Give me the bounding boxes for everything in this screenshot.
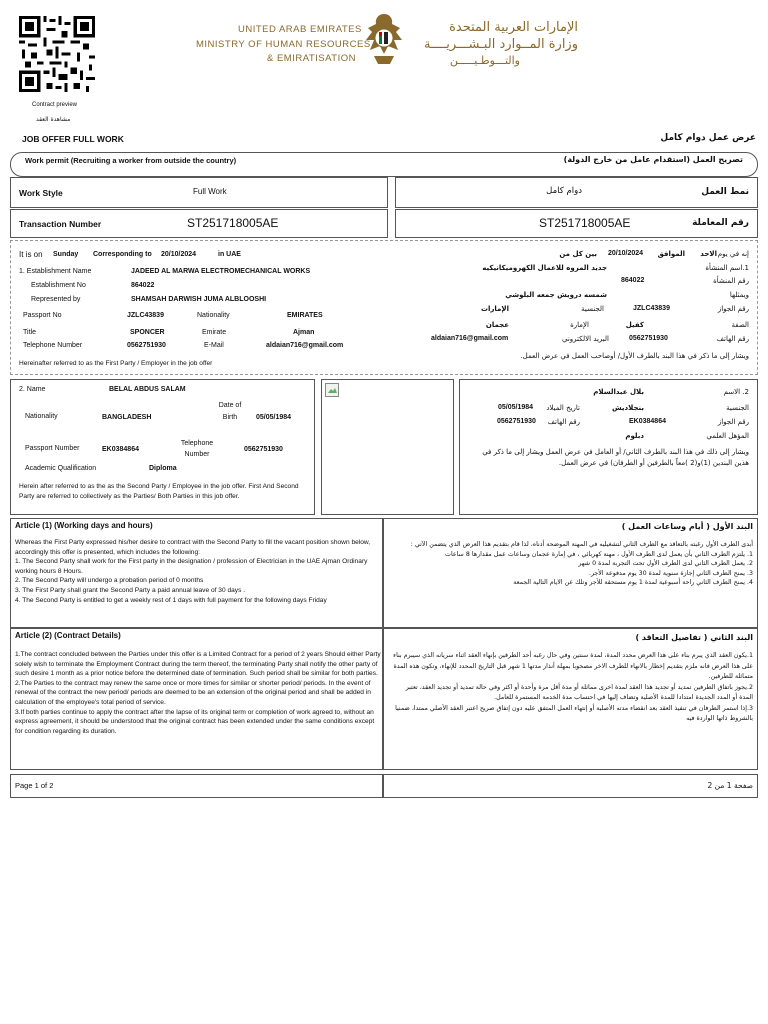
ministry-ar-line3: والتـــوطـيـــــن [449, 54, 520, 67]
emirate-value: Ajman [293, 329, 315, 336]
email-label: E-Mail [204, 342, 224, 349]
ar-sp-qualification-label: المؤهل العلمي [706, 432, 749, 440]
work-style-value: Full Work [193, 187, 227, 196]
second-party-en-box [10, 379, 315, 515]
qualification-label: Academic Qualification [25, 465, 97, 472]
ar-title-label: الصفة [731, 321, 749, 329]
article2-en-box [10, 628, 383, 770]
article1-ar-line: 3. يمنح الطرف الثاني إجازة سنوية لمدة 30 يوم مدفوعة الأجر. [588, 569, 753, 577]
ar-sp-nationality-label: الجنسية [726, 404, 749, 412]
corresponding-label: Corresponding to [93, 251, 152, 258]
sp-phone-label: Telephone Number [180, 440, 214, 458]
article2-title-ar: البند الثاني ( تفاصيل التعاقد ) [635, 633, 753, 642]
article1-en-line: 1. The Second Party shall work for the First party in the designation / profession of Electrician in the UAE Ajman Ordinary working hours 8 Hours. [15, 558, 368, 575]
article2-ar-line: 1.يكون العقد الذي يبرم بناء على هذا العرض محدد المدة، لمدة سنتين وفي حال رغبه أحد الطرفين بإنهاء العقد اثناء سريانه الذي سيبرم بناء على هذا العرض فانه ملزم بتقديم إخطار بالانهاء للطرف الاخر مصحوبا بمهلة أنذار مدتها 1 شهر قبل التاريخ المحدد للإنهاء، وتكون هذه المدة متماثلة للطرفين. [393, 652, 753, 680]
article1-ar-text [393, 540, 753, 588]
article1-ar-line: 4. يمنح الطرف الثاني راحة أسبوعية لمدة 1 يوم مستحقة للأجر وتلك عن الايام التالية الجمعة [513, 579, 753, 587]
in-uae: in UAE [218, 251, 241, 258]
ar-between: بين كل من [559, 250, 597, 258]
page-title-en: JOB OFFER FULL WORK [22, 134, 124, 144]
article2-ar-line: 3.إذا استمر الطرفان في تنفيذ العقد بعد انقضاء مدته الأصلية أو إنتهاء العمل المتفق عليه دون إتفاق صريح اعتبر العقد الأصلي ممتدا، ضمنيا بالشروط ذاتها الواردة فيه [395, 704, 753, 722]
article1-en-line: 2. The Second Party will undergo a probation period of 0 months [15, 577, 204, 585]
article1-ar-box [383, 518, 758, 628]
page-number-ar: صفحة 1 من 2 [707, 781, 753, 790]
footer-ar-box [383, 774, 758, 798]
ar-title: كفيل [625, 321, 644, 329]
ar-sp-phone-label: رقم الهاتف [547, 418, 580, 426]
hereinafter-en: Hereinafter referred to as the First Party / Employer in the job offer [19, 360, 213, 367]
represented-value: SHAMSAH DARWISH JUMA ALBLOOSHI [131, 296, 267, 303]
transaction-label-ar: رقم المعاملة [692, 218, 749, 228]
est-no-label: Establishment No [31, 282, 86, 289]
first-party-box [10, 240, 758, 375]
transaction-value-ar: ST251718005AE [539, 216, 631, 230]
ar-passport: JZLC43839 [633, 305, 670, 312]
transaction-value: ST251718005AE [187, 216, 279, 230]
sp-herein-en: Herein after referred to as the as the Second Party / Employee in the job offer. First And Second Party are referred to collectively as the Parties/ Both Parties in this job offer. [19, 483, 299, 500]
ar-phone: 0562751930 [629, 335, 668, 342]
sp-passport-value: EK0384864 [102, 446, 139, 453]
ar-est-no-label: رقم المنشأة [713, 277, 749, 285]
ministry-en-line1: UNITED ARAB EMIRATES [238, 24, 362, 35]
ar-represented-label: ويمثلها [729, 291, 749, 299]
article1-en-line: Whereas the First Party expressed his/her desire to contract with the Second Party to fill the vacant position shown below, accordingly this offer is presented, which includes the following: [15, 539, 371, 556]
ar-est-name: جديد المروه للاعمال الكهروميكانيكيه [482, 264, 607, 272]
article2-ar-text [391, 651, 753, 725]
ministry-en-line2: MINISTRY OF HUMAN RESOURCES [196, 39, 371, 50]
represented-label: Represented by [31, 296, 81, 303]
transaction-label: Transaction Number [19, 219, 102, 229]
article1-ar-line: 2. يعمل الطرف الثاني لدى الطرف الأول تحت التجربة لمدة 0 شهر [578, 560, 753, 568]
article1-en-text [15, 538, 381, 605]
ar-est-name-label: 1.اسم المنشأة [705, 264, 749, 272]
photo-box [321, 379, 454, 515]
page-title-ar: عرض عمل دوام كامل [660, 133, 756, 143]
article1-ar-line: أبدى الطرف الأول رغبته بالتعاقد مع الطرف الثاني لتشغيليه في المهنة الموضحة أدناه، لذا قام بتقديم هذا العرض الذي يتضمن الآتي : [410, 541, 753, 548]
date-value: 20/10/2024 [161, 251, 197, 258]
work-style-en-box [10, 177, 388, 208]
passport-value: JZLC43839 [127, 312, 164, 319]
est-no-value: 864022 [131, 282, 155, 289]
ar-sp-passport: EK0384864 [629, 418, 666, 425]
emirate-label: Emirate [202, 329, 227, 336]
est-name-label: 1. Establishment Name [19, 268, 92, 275]
transaction-ar-box [395, 209, 758, 238]
article1-ar-line: 1. يلتزم الطرف الثاني بأن يعمل لدى الطرف الأول ، مهنة كهربائي ، في إمارة عجمان وساعات عمل مقدارها 8 ساعات [445, 550, 753, 558]
ar-phone-label: رقم الهاتف [716, 335, 749, 343]
ar-hereinafter: ويشار إلى ما ذكر في هذا البند بالطرف الأول/ أوصاحب العمل في عرض العمل. [520, 352, 749, 360]
contract-preview-ar: مشاهدة العقد [36, 116, 71, 123]
work-style-ar-box [395, 177, 758, 208]
ministry-en-line3: & EMIRATISATION [267, 53, 356, 64]
ar-passport-label: رقم الجواز [717, 305, 749, 313]
ministry-ar-line2: وزارة المــوارد البـشـــريــــة [424, 37, 578, 52]
second-party-ar-box [459, 379, 758, 515]
email-value: aldaian716@gmail.com [266, 342, 344, 349]
ar-date: 20/10/2024 [608, 250, 644, 257]
ministry-ar-line1: الإمارات العربية المتحدة [449, 20, 578, 35]
ar-corresponding: الموافق [657, 250, 685, 258]
ar-nationality-label: الجنسية [581, 305, 604, 313]
title-value: SPONCER [130, 329, 165, 336]
sp-nationality-label: Nationality [25, 413, 58, 420]
ar-sp-dob-label: تاريخ الميلاد [546, 404, 580, 412]
sp-phone-value: 0562751930 [244, 446, 283, 453]
ar-represented: شمسه درويش جمعه البلوشي [505, 291, 607, 299]
article2-title-en: Article (2) (Contract Details) [15, 631, 121, 640]
ar-email: aldaian716@gmail.com [431, 335, 509, 342]
permit-banner [10, 152, 758, 177]
ar-day: الاحد [700, 250, 717, 258]
transaction-en-box [10, 209, 388, 238]
photo-placeholder-icon [325, 383, 339, 397]
name-value: BELAL ABDUS SALAM [109, 386, 186, 393]
ar-emirate: عجمان [485, 321, 509, 329]
footer-en-box [10, 774, 383, 798]
work-style-value-ar: دوام كامل [546, 186, 582, 196]
article2-en-line: 2.The Parties to the contract may renew the same once or more times for similar or shorter period/ periods. In the event of renewal of the contract the new period/ periods are deemed to be an extension of the original period and shall be added in calculation of the employee's total period of service. [15, 679, 371, 706]
it-is-on: It is on [19, 250, 43, 259]
permit-ar: تصريح العمل (استقدام عامل من خارج الدولة) [563, 155, 743, 164]
dob-value: 05/05/1984 [256, 414, 292, 421]
article1-en-line: 3. The First Party shall grant the Second Party a paid annual leave of 30 days . [15, 586, 246, 594]
article2-ar-line: 2.يجوز باتفاق الطرفين تمديد أو تجديد هذا العقد لمدة اخرى مماثلة أو مدة أقل مرة وأحدة أو اكثر وفي حالة تمديد أو تجديد العقد، تعتبر المدة أو المدد الجديدة امتدادا للمدة الأصلية وتضاف إليها في احتساب مدة الخدمة المستمرة للعامل. [405, 683, 753, 701]
ar-day-prefix: إنه في يوم [717, 250, 749, 258]
article2-en-line: 1.The contract concluded between the Parties under this offer is a Limited Contract for a period of 2 years Should either Party solely wish to terminate the Employment Contract during the term thereof, the terminating Party shall notify the other party of such desire 1 month as a prior notice before the determined date of termination. Such period shall be similar for both parties. [15, 651, 381, 678]
telephone-label: Telephone Number [23, 342, 83, 349]
ar-sp-phone: 0562751930 [497, 418, 536, 425]
article1-title-en: Article (1) (Working days and hours) [15, 521, 153, 530]
ar-sp-name-label: 2. الاسم [723, 388, 749, 396]
sp-passport-label: Passport Number [25, 445, 80, 452]
ar-sp-name: بلال عبدالسلام [593, 388, 644, 396]
ar-sp-passport-label: رقم الجواز [717, 418, 749, 426]
ar-sp-nationality: بنجلاديش [612, 404, 644, 412]
ar-emirate-label: الإمارة [570, 321, 589, 329]
work-style-label-ar: نمط العمل [701, 187, 749, 197]
article1-title-ar: البند الأول ( أيام وساعات العمل ) [621, 522, 753, 531]
ar-nationality: الإمارات [480, 305, 509, 313]
ar-sp-qualification: دبلوم [625, 432, 644, 440]
work-style-label: Work Style [19, 188, 63, 198]
article2-en-line: 3.If both parties continue to apply the contract after the lapse of its original term or completion of work agreed to, without an express agreement, it should be understood that the original contract has been extended under the same conditions except for condition regarding its duration. [15, 708, 375, 735]
telephone-value: 0562751930 [127, 342, 166, 349]
day-value: Sunday [53, 251, 79, 258]
name-label: 2. Name [19, 386, 46, 393]
ar-sp-dob: 05/05/1984 [498, 404, 534, 411]
title-label: Title [23, 329, 36, 336]
contract-preview-en: Contract preview [32, 102, 78, 108]
est-name-value: JADEED AL MARWA ELECTROMECHANICAL WORKS [131, 268, 311, 275]
qualification-value: Diploma [149, 465, 177, 472]
qr-code [19, 16, 95, 92]
passport-label: Passport No [23, 312, 62, 319]
ar-est-no: 864022 [621, 277, 645, 284]
page-number-en: Page 1 of 2 [15, 781, 54, 790]
article2-en-text [15, 650, 381, 736]
article2-ar-box [383, 628, 758, 770]
nationality-value: EMIRATES [287, 312, 323, 319]
ar-email-label: البريد الالكتروني [562, 335, 609, 343]
permit-en: Work permit (Recruiting a worker from outside the country) [25, 156, 237, 165]
dob-label: Date of Birth [218, 402, 242, 421]
emblem-icon [360, 10, 408, 70]
article1-en-line: 4. The Second Party is entitled to get a weekly rest of 1 days with full payment for the following days Friday [15, 596, 327, 604]
article1-en-box [10, 518, 383, 628]
ar-sp-herein: ويشار إلى ذلك في هذا البند بالطرف الثاني/ أو العامل في عرض العمل ويشار إلى ما ذكر في هذين البندين (1)و(2 )معاً بالطرفين أو الطرفان) في عرض العمل. [482, 448, 749, 467]
sp-nationality-value: BANGLADESH [102, 414, 152, 421]
nationality-label: Nationality [197, 312, 230, 319]
